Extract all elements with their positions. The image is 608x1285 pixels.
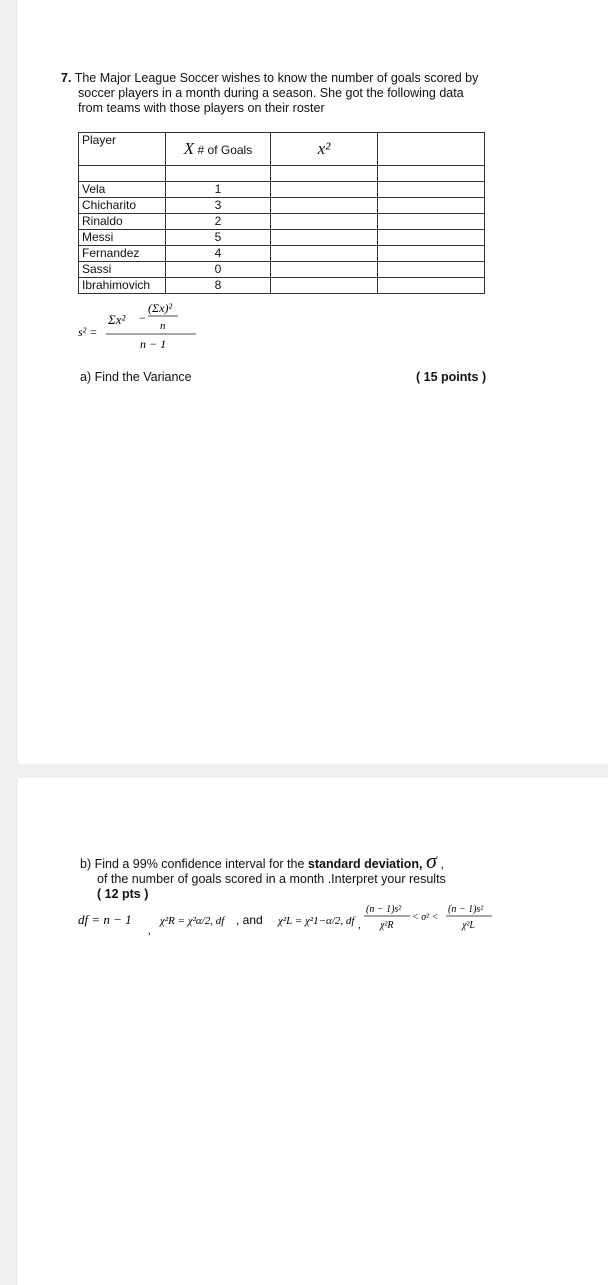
- question-line-3: from teams with those players on their roster: [78, 101, 325, 115]
- part-b-bold: standard deviation,: [307, 857, 423, 871]
- part-b-text: [80, 848, 510, 902]
- header-player: Player: [79, 133, 166, 166]
- cell-blank[interactable]: [378, 246, 485, 262]
- sigma-symbol: σ: [426, 848, 437, 873]
- formula-denominator-right: χ²R: [380, 920, 394, 931]
- header-goals-label: # of Goals: [197, 142, 253, 157]
- cell-player: Sassi: [79, 262, 166, 278]
- header-blank: [378, 133, 485, 166]
- formula-comma2: ,: [358, 919, 361, 931]
- part-a-label: a) Find the Variance: [80, 370, 192, 384]
- question-line-2: soccer players in a month during a season. She got the following data: [78, 86, 464, 100]
- table-row: [79, 214, 485, 230]
- cell-player: Messi: [79, 230, 166, 246]
- table-row: [79, 262, 485, 278]
- cell-x2[interactable]: [271, 278, 378, 294]
- x-variable: X: [183, 138, 195, 158]
- cell-x2[interactable]: [271, 214, 378, 230]
- part-b-line1: b) Find a 99% confidence interval for the: [80, 857, 308, 871]
- formula-denominator-left: χ²L: [462, 920, 475, 931]
- table-row: [79, 278, 485, 294]
- formula-denominator: n − 1: [140, 337, 167, 351]
- formula-numerator-left: (n − 1)s²: [366, 904, 402, 915]
- confidence-interval-formulas: [78, 898, 508, 948]
- formula-inequality: < σ² <: [412, 912, 439, 923]
- cell-goals: 4: [166, 246, 271, 262]
- table-row: [79, 246, 485, 262]
- cell-player: Rinaldo: [79, 214, 166, 230]
- formula-n: n: [160, 320, 166, 332]
- part-b-points: ( 12 pts ): [97, 887, 149, 901]
- formula-df: df = n − 1: [78, 912, 132, 927]
- formula-chi-r: χ²R = χ²α/2, df: [160, 915, 225, 927]
- cell-blank[interactable]: [378, 278, 485, 294]
- cell-blank[interactable]: [378, 230, 485, 246]
- cell-blank[interactable]: [378, 198, 485, 214]
- formula-minus: −: [138, 311, 147, 325]
- formula-sum-x-squared: (Σx)²: [148, 301, 173, 315]
- goals-table: [78, 132, 485, 294]
- cell-x2[interactable]: [271, 182, 378, 198]
- table-header-row: [79, 133, 485, 166]
- cell-goals: 3: [166, 198, 271, 214]
- cell-player: Vela: [79, 182, 166, 198]
- header-x-squared: [271, 133, 378, 166]
- cell-goals: 2: [166, 214, 271, 230]
- question-7-text: [61, 71, 531, 116]
- question-line-1: The Major League Soccer wishes to know the number of goals scored by: [74, 71, 479, 85]
- formula-sum-x2: Σx²: [108, 312, 126, 327]
- formula-lhs: s² =: [78, 325, 98, 339]
- cell-blank[interactable]: [378, 182, 485, 198]
- cell-player: Fernandez: [79, 246, 166, 262]
- cell-player: Ibrahimovich: [79, 278, 166, 294]
- variance-formula: [78, 298, 218, 358]
- part-b-line2: of the number of goals scored in a month .Interpret your results: [97, 872, 446, 886]
- part-b-line1-post: ,: [436, 857, 444, 871]
- formula-comma1: ,: [148, 925, 151, 937]
- cell-goals: 0: [166, 262, 271, 278]
- formula-numerator-right: (n − 1)s²: [448, 904, 484, 915]
- table-row: [79, 198, 485, 214]
- cell-goals: 5: [166, 230, 271, 246]
- cell-goals: 1: [166, 182, 271, 198]
- cell-player: Chicharito: [79, 198, 166, 214]
- part-a-points: ( 15 points ): [416, 370, 487, 384]
- cell-x2[interactable]: [271, 230, 378, 246]
- table-row: [79, 182, 485, 198]
- header-goals: [166, 133, 271, 166]
- formula-chi-l: χ²L = χ²1−α/2, df: [278, 915, 355, 927]
- formula-and: , and: [236, 913, 263, 927]
- cell-x2[interactable]: [271, 198, 378, 214]
- table-row: [79, 230, 485, 246]
- page-2: [18, 778, 608, 1285]
- x-squared-label: x²: [317, 138, 331, 158]
- question-number: 7.: [61, 71, 72, 85]
- cell-blank[interactable]: [378, 214, 485, 230]
- cell-blank[interactable]: [378, 262, 485, 278]
- cell-goals: 8: [166, 278, 271, 294]
- cell-x2[interactable]: [271, 246, 378, 262]
- cell-x2[interactable]: [271, 262, 378, 278]
